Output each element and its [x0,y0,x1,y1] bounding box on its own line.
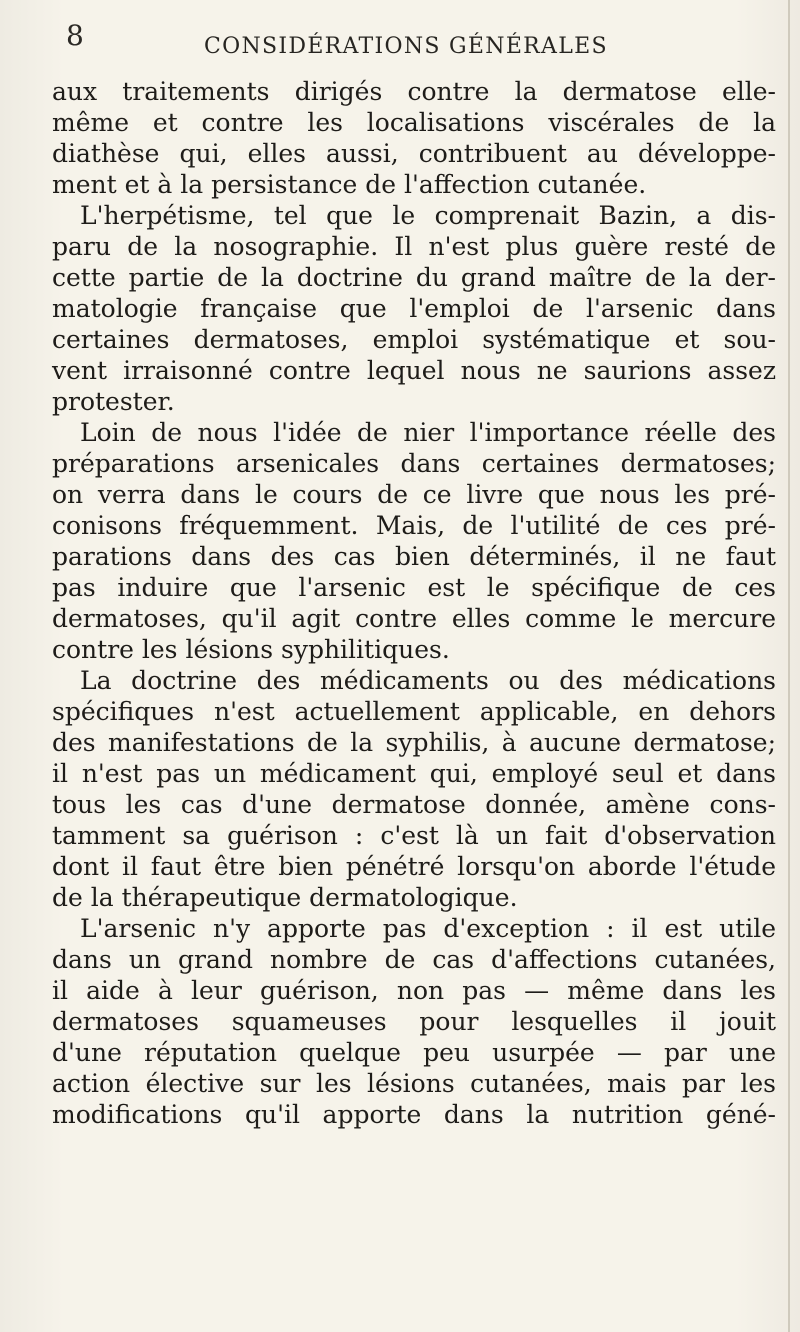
text-line: dermatoses squameuses pour lesquelles il jouit [52,1007,776,1036]
running-head: CONSIDÉRATIONS GÉNÉRALES [204,34,608,59]
text-line: pas induire que l'arsenic est le spécifique de ces [52,573,776,602]
text-line: des manifestations de la syphilis, à aucune dermatose; [52,728,776,757]
text-line: on verra dans le cours de ce livre que nous les pré- [52,480,776,509]
text-line: cette partie de la doctrine du grand maître de la der- [52,263,776,292]
text-line: aux traitements dirigés contre la dermatose elle- [52,77,776,106]
text-line: certaines dermatoses, emploi systématique et sou- [52,325,776,354]
text-line: L'herpétisme, tel que le comprenait Bazin, a dis- [80,201,776,230]
text-line: ment et à la persistance de l'affection cutanée. [52,170,647,199]
text-line: La doctrine des médicaments ou des médications [80,666,776,695]
text-line: préparations arsenicales dans certaines dermatoses; [52,449,776,478]
text-line: même et contre les localisations viscérales de la [52,108,776,137]
text-line: tamment sa guérison : c'est là un fait d'observation [52,821,776,850]
text-line: d'une réputation quelque peu usurpée — par une [52,1038,776,1067]
text-line: contre les lésions syphilitiques. [52,635,450,664]
text-line: de la thérapeutique dermatologique. [52,883,518,912]
text-line: dans un grand nombre de cas d'affections cutanées, [52,945,776,974]
text-line: L'arsenic n'y apporte pas d'exception : il est utile [80,914,776,943]
text-line: dont il faut être bien pénétré lorsqu'on aborde l'étude [52,852,776,881]
text-line: tous les cas d'une dermatose donnée, amène cons- [52,790,776,819]
text-line: parations dans des cas bien déterminés, il ne faut [52,542,776,571]
text-line: modifications qu'il apporte dans la nutrition géné- [52,1100,776,1129]
page-number: 8 [66,19,84,52]
text-line: conisons fréquemment. Mais, de l'utilité de ces pré- [52,511,776,540]
text-line: dermatoses, qu'il agit contre elles comme le mercure [52,604,776,633]
text-line: matologie française que l'emploi de l'arsenic dans [52,294,776,323]
text-line: il aide à leur guérison, non pas — même dans les [52,976,776,1005]
text-line: action élective sur les lésions cutanées, mais par les [52,1069,776,1098]
body-text [52,76,776,1130]
text-line: protester. [52,387,175,416]
text-line: spécifiques n'est actuellement applicable, en dehors [52,697,776,726]
text-line: paru de la nosographie. Il n'est plus guère resté de [52,232,776,261]
text-line: diathèse qui, elles aussi, contribuent au développe- [52,139,776,168]
text-line: vent irraisonné contre lequel nous ne saurions assez [52,356,776,385]
text-line: Loin de nous l'idée de nier l'importance réelle des [80,418,776,447]
page-edge [788,0,790,1332]
text-line: il n'est pas un médicament qui, employé seul et dans [52,759,776,788]
